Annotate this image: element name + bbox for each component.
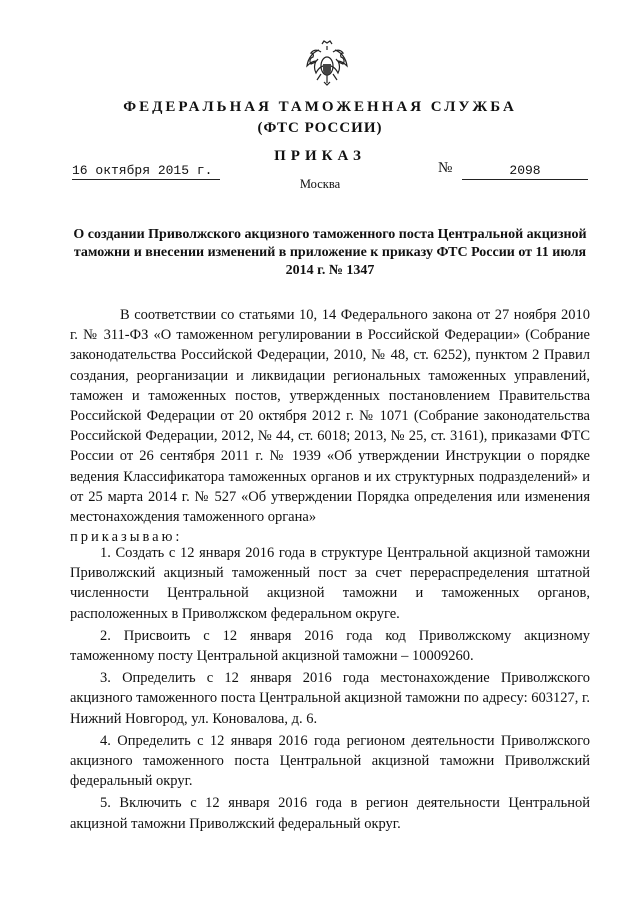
preamble-block bbox=[70, 305, 590, 547]
order-date: 16 октября 2015 г. bbox=[72, 163, 220, 180]
order-item-2: 2. Присвоить с 12 января 2016 года код Приволжскому акцизному таможенному посту Центральной акцизной таможни – 10009260. bbox=[70, 627, 590, 665]
agency-name: ФЕДЕРАЛЬНАЯ ТАМОЖЕННАЯ СЛУЖБА bbox=[123, 99, 517, 115]
order-word: приказываю: bbox=[70, 529, 183, 546]
agency-abbreviation: (ФТС РОССИИ) bbox=[257, 120, 383, 136]
issue-city: Москва bbox=[299, 177, 341, 191]
order-number: 2098 bbox=[462, 163, 588, 180]
order-item-5: 5. Включить с 12 января 2016 года в регион деятельности Центральной акцизной таможни Приволжский федеральный округ. bbox=[70, 795, 590, 832]
number-sign: № bbox=[438, 160, 453, 176]
double-headed-eagle-emblem-icon bbox=[305, 38, 349, 88]
document-type-title: ПРИКАЗ bbox=[274, 148, 366, 164]
order-item-1: 1. Создать с 12 января 2016 года в структуре Центральной акцизной таможни Приволжский акцизный таможенный пост за счет перераспределения штатной численности Центральной акцизной таможни и таможенных органов, расположенных в Приволжском федеральном округе. bbox=[70, 545, 590, 622]
order-item-3: 3. Определить с 12 января 2016 года местонахождение Приволжского акцизного таможенного поста Центральной акцизной таможни по адресу: 603127, г. Нижний Новгород, ул. Коновалова, д. 6. bbox=[70, 670, 590, 727]
preamble-paragraph: В соответствии со статьями 10, 14 Федерального закона от 27 ноября 2010 г. № 311-ФЗ «О таможенном регулировании в Российской Федерации» (Собрание законодательства Российской Федерации, 2010, № 48, ст. 6252), пунктом 2 Правил создания, реорганизации и ликвидации региональных таможенных управлений, таможен и таможенных постов, утвержденных постановлением Правительства Российской Федерации от 20 октября 2012 г. № 1071 (Собрание законодательства Российской Федерации, 2012, № 44, ст. 6018; 2013, № 25, ст. 3161), приказами ФТС России от 26 сентября 2011 г. № 1939 «Об утверждении Инструкции о порядке ведения Классификатора таможенных органов и их структурных подразделений» и от 25 марта 2014 г. № 527 «Об утверждении Порядка определения или изменения местонахождения таможенного органа» bbox=[70, 307, 590, 526]
order-subject: О создании Приволжского акцизного таможенного поста Центральной акцизной таможни и внесении изменений в приложение к приказу ФТС России от 11 июля 2014 г. № 1347 bbox=[73, 227, 587, 278]
order-item-4: 4. Определить с 12 января 2016 года регионом деятельности Приволжского акцизного таможенного поста Центральной акцизной таможни Приволжский федеральный округ. bbox=[70, 732, 590, 790]
order-item-list bbox=[70, 543, 590, 834]
